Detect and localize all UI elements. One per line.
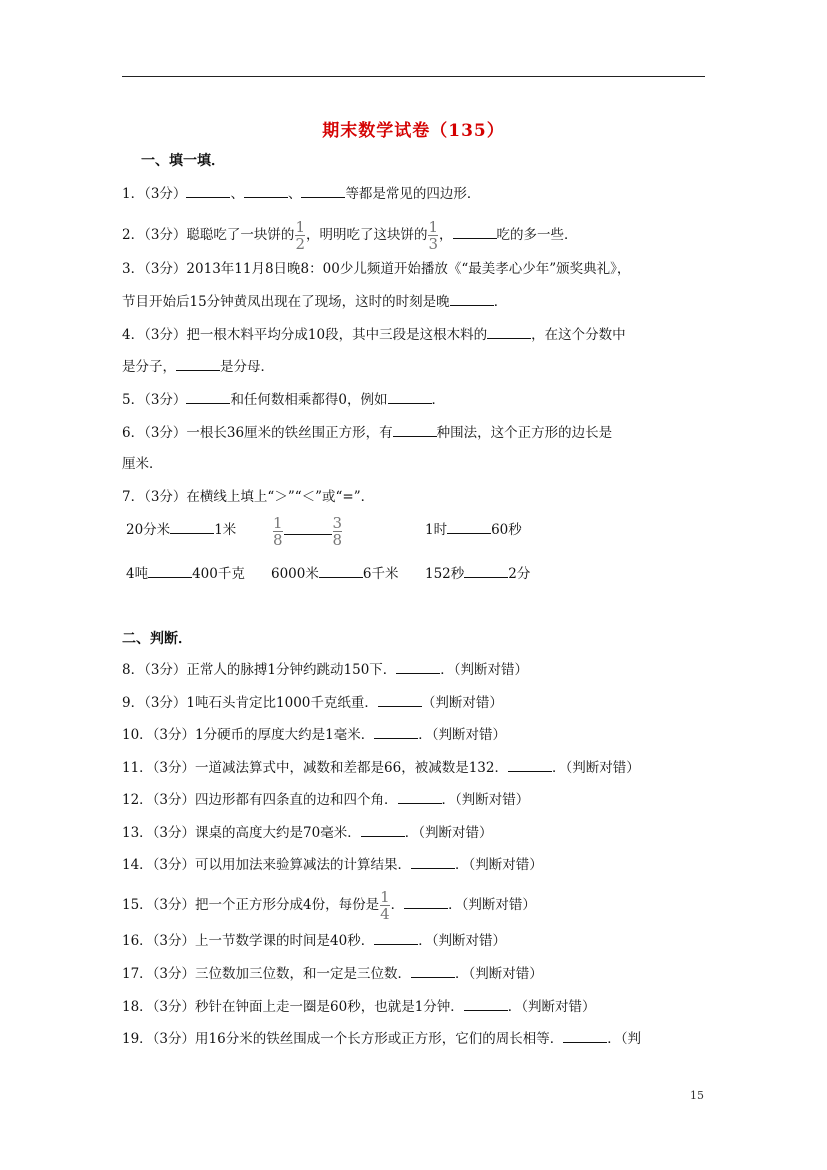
- page-number: 15: [690, 1089, 704, 1102]
- question-16: [122, 930, 506, 951]
- question-9: [122, 692, 503, 713]
- q18-text-end: ．（判断对错）: [507, 999, 596, 1015]
- answer-blank[interactable]: [487, 324, 531, 339]
- compare-item-f: [425, 563, 530, 584]
- compare-item-b: [272, 515, 343, 548]
- numerator: 1: [273, 514, 283, 532]
- fraction: [380, 889, 390, 922]
- question-6-line-1: [122, 422, 612, 443]
- q3-text-end: ．: [493, 294, 508, 310]
- numerator: 1: [295, 218, 305, 236]
- answer-blank[interactable]: [464, 996, 508, 1011]
- denominator: 3: [428, 235, 439, 253]
- q16-text-end: ．（判断对错）: [418, 933, 506, 949]
- question-15: [122, 889, 536, 922]
- q6-text-mid: 种围法，这个正方形的边长是: [436, 425, 613, 441]
- denominator: 8: [332, 531, 343, 549]
- q10-text: 10．（3分）1分硬币的厚度大约是1毫米．: [122, 727, 375, 743]
- q1-sep: 、: [230, 186, 244, 202]
- q1-sep: 、: [287, 186, 302, 202]
- question-12: [122, 789, 529, 810]
- denominator: 2: [295, 235, 305, 253]
- compare-left: 20分米: [126, 522, 171, 538]
- q13-text-end: ．（判断对错）: [404, 825, 493, 841]
- q9-text: 9．（3分）1吨石头肯定比1000千克纸重．: [122, 695, 378, 711]
- q5-text-mid: 和任何数相乘都得0，例如: [230, 392, 388, 408]
- answer-blank[interactable]: [404, 894, 448, 909]
- q11-text-end: ．（判断对错）: [551, 760, 640, 776]
- q16-text: 16．（3分）上一节数学课的时间是40秒．: [122, 933, 375, 949]
- question-18: [122, 996, 596, 1017]
- numerator: 1: [428, 218, 439, 236]
- q12-text: 12．（3分）四边形都有四条直的边和四个角．: [122, 792, 398, 808]
- question-5: [122, 389, 445, 410]
- q2-text: 2．（3分）聪聪吃了一块饼的: [122, 227, 295, 243]
- question-17: [122, 963, 543, 984]
- compare-right: 2分: [508, 566, 531, 582]
- fraction: [273, 515, 283, 548]
- answer-blank[interactable]: [186, 389, 230, 404]
- q3-text: 节目开始后15分钟黄凤出现在了现场，这时的时刻是晚: [122, 294, 450, 310]
- answer-blank[interactable]: [378, 692, 422, 707]
- q8-text-end: ．（判断对错）: [440, 662, 529, 678]
- question-19: [122, 1028, 641, 1049]
- fraction: [333, 515, 343, 548]
- question-6-line-2: 厘米．: [122, 456, 163, 472]
- answer-blank[interactable]: [319, 563, 363, 578]
- compare-item-c: [425, 519, 522, 540]
- answer-blank[interactable]: [447, 519, 491, 534]
- question-4-line-2: [122, 356, 274, 377]
- answer-blank[interactable]: [170, 519, 214, 534]
- question-14: [122, 854, 543, 875]
- compare-right: 6千米: [362, 566, 399, 582]
- answer-blank[interactable]: [450, 291, 494, 306]
- q15-text: 15．（3分）把一个正方形分成4份，每份是: [122, 897, 380, 913]
- answer-blank[interactable]: [374, 930, 418, 945]
- question-11: [122, 757, 640, 778]
- answer-blank[interactable]: [148, 563, 192, 578]
- q18-text: 18．（3分）秒针在钟面上走一圈是60秒，也就是1分钟．: [122, 999, 464, 1015]
- question-4-line-1: [122, 324, 626, 345]
- answer-blank[interactable]: [398, 789, 442, 804]
- compare-left: 152秒: [425, 566, 465, 582]
- q5-text: 5．（3分）: [122, 392, 187, 408]
- question-8: [122, 659, 528, 680]
- q15-text-end: ．（判断对错）: [448, 897, 536, 913]
- fraction: [428, 219, 438, 252]
- compare-left: 4吨: [126, 566, 149, 582]
- answer-blank[interactable]: [563, 1028, 607, 1043]
- q6-text: 6．（3分）一根长36厘米的铁丝围正方形，有: [122, 425, 393, 441]
- q8-text: 8．（3分）正常人的脉搏1分钟约跳动150下．: [122, 662, 397, 678]
- compare-item-d: [126, 563, 245, 584]
- q2-text-mid: ，明明吃了这块饼的: [305, 227, 428, 243]
- q12-text-end: ．（判断对错）: [441, 792, 530, 808]
- page-title: 期末数学试卷（135）: [322, 121, 505, 141]
- q4-text-mid: ，在这个分数中: [531, 327, 626, 343]
- answer-blank[interactable]: [186, 183, 230, 198]
- q1-text-end: 等都是常见的四边形．: [345, 186, 481, 202]
- answer-blank[interactable]: [176, 356, 220, 371]
- question-2: [122, 219, 578, 252]
- denominator: 8: [273, 531, 283, 549]
- q14-text: 14．（3分）可以用加法来验算减法的计算结果．: [122, 857, 412, 873]
- answer-blank[interactable]: [388, 389, 432, 404]
- q11-text: 11．（3分）一道减法算式中，减数和差都是66，被减数是132．: [122, 760, 508, 776]
- q17-text-end: ．（判断对错）: [455, 966, 543, 982]
- compare-item-e: [271, 563, 398, 584]
- question-3-line-2: [122, 291, 507, 312]
- q4-text: 是分子，: [122, 359, 176, 375]
- answer-blank[interactable]: [361, 822, 405, 837]
- q5-text-end: ．: [431, 392, 446, 408]
- q10-text-end: ．（判断对错）: [418, 727, 506, 743]
- compare-left: 6000米: [271, 566, 319, 582]
- compare-right: 400千克: [192, 566, 245, 582]
- section-heading-fill: 一、填一填．: [141, 153, 225, 169]
- compare-item-a: [126, 519, 236, 540]
- answer-blank[interactable]: [393, 422, 437, 437]
- section-heading-judge: 二、判断．: [122, 631, 192, 647]
- q4-text-end: 是分母．: [220, 359, 274, 375]
- q4-text: 4．（3分）把一根木料平均分成10段，其中三段是这根木料的: [122, 327, 488, 343]
- q19-text: 19．（3分）用16分米的铁丝围成一个长方形或正方形，它们的周长相等．: [122, 1031, 564, 1047]
- answer-blank[interactable]: [244, 183, 288, 198]
- q13-text: 13．（3分）课桌的高度大约是70毫米．: [122, 825, 361, 841]
- question-7: 7．（3分）在横线上填上“＞”“＜”或“=”．: [122, 489, 375, 505]
- question-1: [122, 183, 480, 204]
- denominator: 4: [380, 905, 390, 923]
- answer-blank[interactable]: [301, 183, 345, 198]
- question-10: [122, 724, 506, 745]
- numerator: 1: [380, 888, 390, 906]
- answer-blank[interactable]: [374, 724, 418, 739]
- q2-comma: ，: [439, 227, 453, 243]
- answer-blank[interactable]: [464, 563, 508, 578]
- q1-text: 1．（3分）: [122, 186, 187, 202]
- compare-left: 1时: [425, 522, 448, 538]
- compare-right: 1米: [214, 522, 237, 538]
- numerator: 3: [332, 514, 343, 532]
- answer-blank[interactable]: [396, 659, 440, 674]
- answer-blank[interactable]: [453, 224, 497, 239]
- q2-text-end: 吃的多一些．: [496, 227, 578, 243]
- answer-blank[interactable]: [411, 854, 455, 869]
- q14-text-end: ．（判断对错）: [455, 857, 543, 873]
- header-rule: [122, 76, 705, 77]
- compare-right: 60秒: [491, 522, 522, 538]
- q9-text-end: （判断对错）: [421, 695, 503, 711]
- question-3-line-1: 3．（3分）2013年11月8日晚8：00少儿频道开始播放《“最美孝心少年”颁奖典礼》，: [122, 261, 631, 277]
- q15-text-mid: ．: [390, 897, 405, 913]
- answer-blank[interactable]: [411, 963, 455, 978]
- q19-text-end: ．（判: [607, 1031, 641, 1047]
- fraction: [295, 219, 305, 252]
- answer-blank[interactable]: [508, 757, 552, 772]
- answer-blank[interactable]: [284, 520, 332, 535]
- q17-text: 17．（3分）三位数加三位数，和一定是三位数．: [122, 966, 412, 982]
- question-13: [122, 822, 492, 843]
